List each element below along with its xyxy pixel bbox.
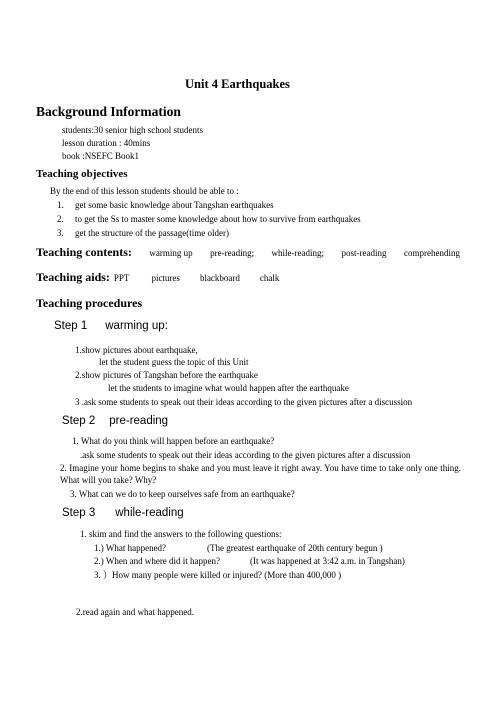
aids-item: pictures (151, 273, 180, 283)
objectives-heading: Teaching objectives (36, 168, 128, 180)
background-line: students:30 senior high school students (62, 125, 203, 135)
teaching-aids (36, 270, 279, 285)
aids-item: blackboard (199, 273, 240, 283)
step-2-line: .ask some students to speak out their ideas according to the given pictures after a discussion (80, 450, 411, 460)
step-3-line: 2.read again and what happened. (76, 607, 194, 617)
aids-item: PPT (113, 273, 130, 283)
step-3-line: 1.) What happened? (94, 543, 167, 553)
step-3-answer: (The greatest earthquake of 20th century begun ) (207, 543, 383, 553)
background-line: book :NSEFC Book1 (62, 151, 140, 161)
step-3-line: 2.) When and where did it happen? (94, 556, 221, 566)
step-3-line: 3. ）How many people were killed or injured? (More than 400,000 ) (94, 570, 342, 580)
contents-item: warming up (149, 248, 193, 258)
step-3-heading (62, 507, 184, 519)
step-1-line: 1.show pictures about earthquake, (75, 345, 198, 355)
contents-label: Teaching contents: (36, 245, 132, 259)
contents-item: post-reading (341, 248, 387, 258)
step-number: Step 1 (54, 320, 88, 332)
step-name: pre-reading (109, 415, 169, 427)
contents-item: comprehending (403, 248, 460, 258)
step-1-line: 2.show pictures of Tangshan before the earthquake (75, 370, 258, 380)
step-2-heading (62, 415, 168, 427)
objectives-intro: By the end of this lesson students should be able to : (50, 186, 239, 196)
aids-item: chalk (259, 273, 280, 283)
step-1-line: let the students to imagine what would happen after the earthquake (108, 383, 349, 393)
contents-item: while-reading; (271, 248, 325, 258)
objective-item (57, 228, 229, 239)
page-title: Unit 4 Earthquakes (185, 77, 290, 91)
step-name: warming up: (105, 320, 168, 332)
procedures-heading: Teaching procedures (36, 296, 143, 310)
background-line: lesson duration : 40mins (62, 138, 151, 148)
step-1-line: let the student guess the topic of this Unit (99, 357, 249, 367)
step-number: Step 2 (62, 415, 96, 427)
objective-number: 2. (57, 214, 64, 224)
objective-item (57, 200, 274, 211)
step-1-line: 3 .ask some students to speak out their ideas according to the given pictures after a discussion (75, 397, 413, 407)
objective-text: get the structure of the passage(time older) (75, 228, 229, 238)
objective-text: get some basic knowledge about Tangshan earthquakes (75, 200, 274, 210)
background-heading: Background Information (36, 104, 181, 119)
step-3-answer: (It was happened at 3:42 a.m. in Tangshan) (250, 556, 405, 566)
contents-item: pre-reading; (210, 248, 255, 258)
step-name: while-reading (115, 507, 184, 519)
objective-item (57, 214, 361, 225)
objective-text: to get the Ss to master some knowledge about how to survive from earthquakes (75, 214, 361, 224)
objective-number: 3. (57, 228, 64, 238)
step-2-line: 3. What can we do to keep ourselves safe from an earthquake? (70, 489, 295, 499)
aids-label: Teaching aids: (36, 270, 110, 284)
step-2-line: 2. Imagine your home begins to shake and you must leave it right away. You have time to take only one thing. What will you take? Why? (60, 463, 461, 485)
step-3-line: 1. skim and find the answers to the following questions: (80, 529, 282, 539)
step-1-heading (54, 320, 168, 332)
objective-number: 1. (57, 200, 64, 210)
step-2-line: 1. What do you think will happen before an earthquake? (72, 436, 275, 446)
step-number: Step 3 (62, 507, 96, 519)
teaching-contents (36, 245, 460, 260)
